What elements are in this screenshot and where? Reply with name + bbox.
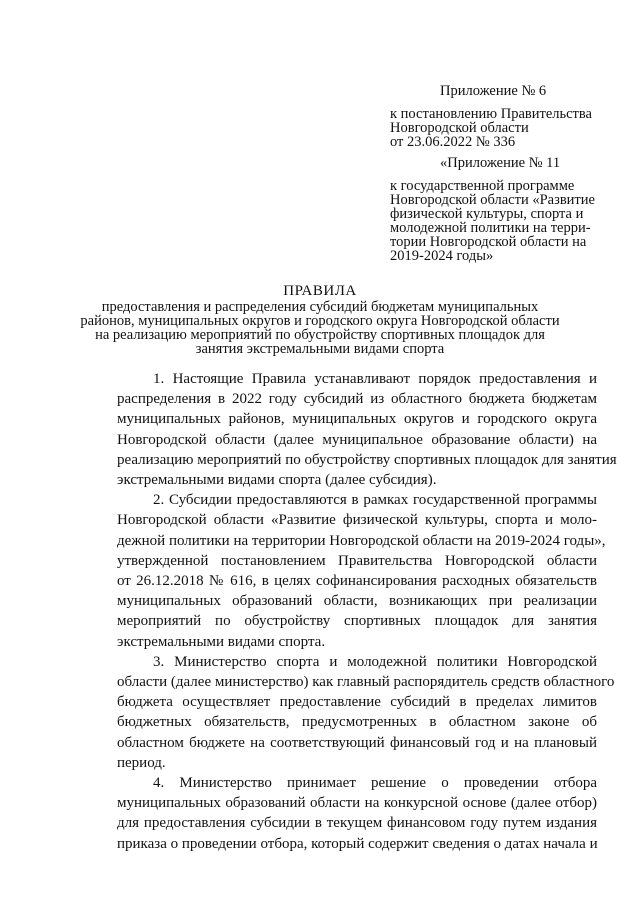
paragraph-line: Новгородской области «Развитие физической культуры, спорта и моло- (117, 512, 597, 529)
paragraph-line: Новгородской области (далее муниципальное образование области) на (117, 431, 597, 448)
document-title: ПРАВИЛА (283, 283, 357, 299)
paragraph-line: дежной политики на территории Новгородской области на 2019-2024 годы», (117, 532, 606, 549)
paragraph-3 (117, 652, 615, 773)
attachment-line: молодежной политики на терри- (390, 220, 591, 236)
paragraph-line: для предоставления субсидии в текущем финансовом году путем издания (117, 815, 597, 832)
attachment-line: Новгородской области (390, 120, 529, 136)
paragraph-line: распределения в 2022 году субсидий из областного бюджета бюджетам (117, 391, 597, 408)
attachment-line: от 23.06.2022 № 336 (390, 134, 516, 150)
paragraph-1 (117, 369, 617, 490)
paragraph-4 (117, 773, 597, 854)
paragraph-line: приказа о проведении отбора, который содержит сведения о датах начала и (117, 835, 598, 852)
paragraph-line: муниципальных образований области на конкурсной основе (далее отбор) (117, 795, 597, 812)
paragraph-line: экстремальными видами спорта. (117, 633, 326, 650)
attachment-block-11 (390, 156, 620, 263)
attachment-heading: «Приложение № 11 (440, 155, 561, 171)
attachment-block-6 (390, 84, 620, 149)
attachment-line: Новгородской области «Развитие (390, 192, 595, 208)
paragraph-line: бюджета осуществляет предоставление субсидий в пределах лимитов (117, 694, 597, 711)
paragraph-line: утвержденной постановлением Правительства Новгородской области (117, 552, 597, 569)
attachment-line: тории Новгородской области на (390, 234, 587, 250)
subtitle-line: предоставления и распределения субсидий бюджетам муниципальных (101, 299, 539, 315)
paragraph-line: бюджетных обязательств, предусмотренных в областном законе об (117, 714, 597, 731)
attachment-line: к постановлению Правительства (390, 106, 592, 122)
paragraph-line: областном бюджете на соответствующий финансовый год и на плановый (117, 734, 597, 751)
paragraph-line: 4. Министерство принимает решение о проведении отбора (153, 775, 597, 792)
document-body (117, 369, 617, 854)
paragraph-line: 1. Настоящие Правила устанавливают порядок предоставления и (153, 371, 597, 387)
paragraph-line: муниципальных районов, муниципальных округов и городского округа (117, 411, 597, 428)
paragraph-line: области (далее министерство) как главный распорядитель средств областного (117, 674, 615, 691)
paragraph-line: муниципальных образований области, возникающих при реализации (117, 593, 597, 610)
subtitle-line: на реализацию мероприятий по обустройству спортивных площадок для (95, 327, 545, 343)
paragraph-line: период. (117, 754, 166, 771)
paragraph-2 (117, 490, 606, 652)
paragraph-line: от 26.12.2018 № 616, в целях софинансирования расходных обязательств (117, 573, 597, 590)
paragraph-line: 3. Министерство спорта и молодежной политики Новгородской (153, 653, 597, 670)
subtitle-line: занятия экстремальными видами спорта (195, 341, 445, 357)
document-subtitle (0, 300, 640, 356)
subtitle-line: районов, муниципальных округов и городского округа Новгородской области (80, 313, 560, 329)
attachment-line: 2019-2024 годы» (390, 248, 494, 264)
attachment-line: физической культуры, спорта и (390, 206, 584, 222)
paragraph-line: экстремальными видами спорта (далее субсидия). (117, 472, 437, 489)
attachment-line: к государственной программе (390, 178, 575, 194)
paragraph-line: 2. Субсидии предоставляются в рамках государственной программы (153, 492, 597, 509)
paragraph-line: реализацию мероприятий по обустройству спортивных площадок для занятия (117, 451, 617, 468)
paragraph-line: мероприятий по обустройству спортивных площадок для занятия (117, 613, 597, 630)
attachment-heading: Приложение № 6 (440, 83, 547, 99)
